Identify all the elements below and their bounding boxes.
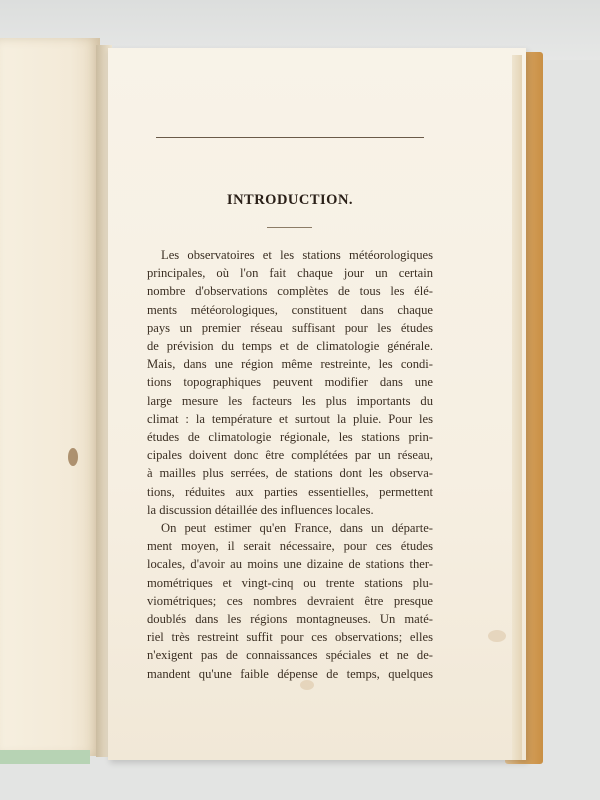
- left-page: [0, 38, 100, 756]
- text-line: On peut estimer qu'en France, dans un départe-: [161, 521, 433, 536]
- text-line: la discussion détaillée des influences locales.: [147, 502, 374, 517]
- text-line: mométriques et vingt-cinq ou trente stations plu-: [147, 575, 433, 590]
- text-line: locales, d'avoir au moins une dizaine de stations ther-: [147, 557, 433, 572]
- text-line: large mesure les facteurs les plus importants du: [147, 393, 433, 408]
- text-line: tions topographiques peuvent modifier dans une: [147, 375, 433, 390]
- text-line: principales, où l'on fait chaque jour un certain: [147, 266, 433, 281]
- text-line: doublés dans les régions montagneuses. Un maté-: [147, 612, 433, 627]
- top-rule: [156, 137, 424, 138]
- page-edges: [512, 55, 522, 760]
- left-cover-corner: [0, 750, 90, 764]
- page-title: INTRODUCTION.: [226, 192, 354, 208]
- text-line: à mailles plus serrées, de stations dont les observa-: [147, 466, 433, 481]
- text-line: mandent qu'une faible dépense de temps, quelques: [147, 666, 433, 681]
- text-line: n'exigent pas de connaissances spéciales et ne de-: [147, 648, 433, 663]
- text-line: de prévision du temps et de climatologie générale.: [147, 339, 433, 354]
- text-line: ments météorologiques, constituent dans chaque: [147, 302, 433, 317]
- foxing-spot: [488, 630, 506, 642]
- title-rule: [267, 227, 312, 228]
- body-text: [147, 246, 433, 683]
- text-line: riel très restreint suffit pour ces observations; elles: [147, 630, 433, 645]
- text-line: ment moyen, il serait nécessaire, pour ces études: [147, 539, 433, 554]
- text-line: pays un premier réseau suffisant pour les études: [147, 320, 433, 335]
- text-line: climat : la température et surtout la pluie. Pour les: [147, 411, 433, 426]
- text-line: nombre d'observations complètes de tous les élé-: [147, 284, 433, 299]
- foxing-spot: [68, 448, 78, 466]
- text-line: Les observatoires et les stations météorologiques: [161, 248, 433, 262]
- text-line: études de climatologie régionale, les stations prin-: [147, 430, 433, 445]
- text-line: tions, réduites aux parties essentielles, permettent: [147, 484, 433, 499]
- text-line: viométriques; ces nombres devraient être presque: [147, 593, 433, 608]
- text-line: cipales doivent donc être complétées par un réseau,: [147, 448, 433, 463]
- text-line: Mais, dans une région même restreinte, les condi-: [147, 357, 433, 372]
